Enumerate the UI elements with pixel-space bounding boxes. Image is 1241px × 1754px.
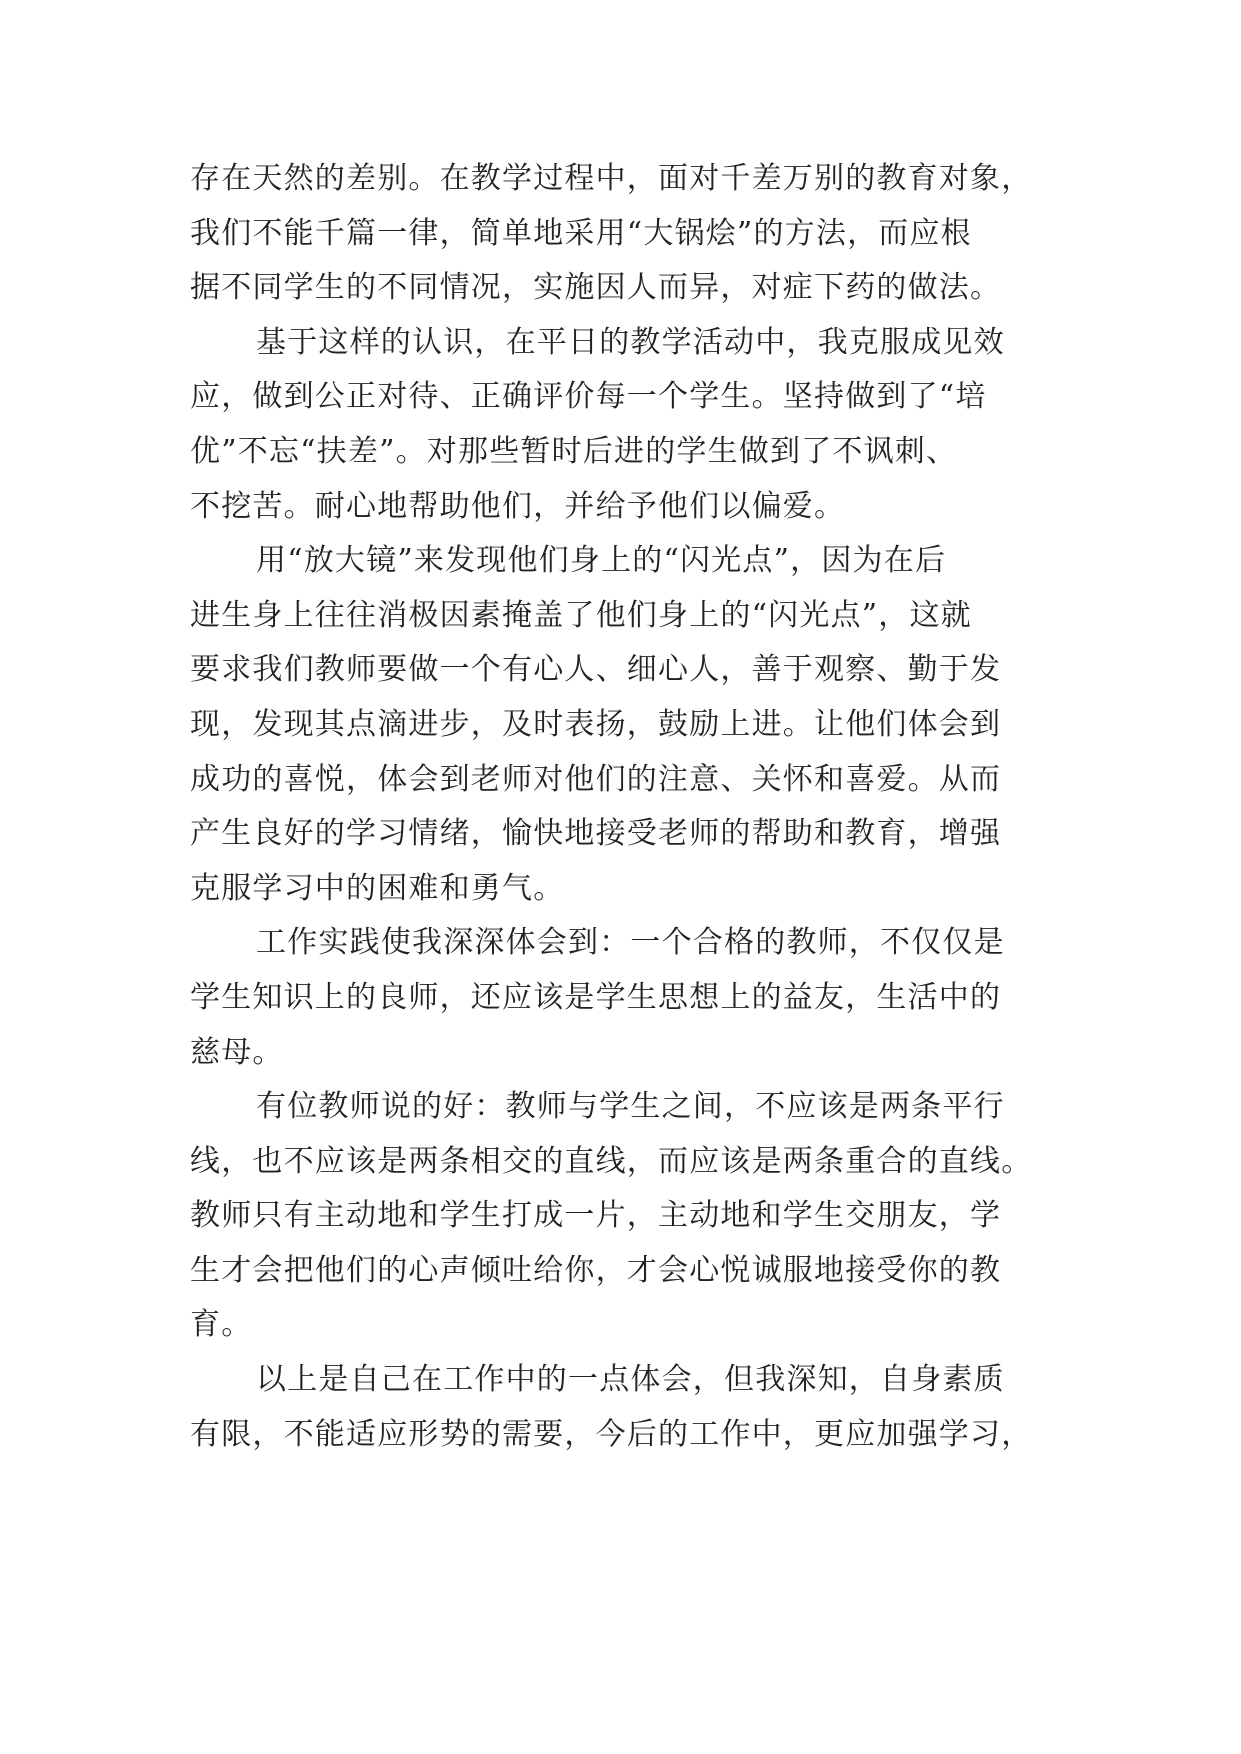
text-line: 用“放大镜”来发现他们身上的“闪光点”，因为在后	[256, 543, 947, 579]
text-line: 据不同学生的不同情况，实施因人而异，对症下药的做法。	[190, 270, 1002, 306]
text-line: 进生身上往往消极因素掩盖了他们身上的“闪光点”，这就	[190, 597, 972, 633]
text-line: 基于这样的认识，在平日的教学活动中，我克服成见效	[256, 324, 1005, 360]
document-body	[190, 152, 1050, 1462]
text-line: 克服学习中的困难和勇气。	[190, 870, 565, 906]
text-line: 要求我们教师要做一个有心人、细心人，善于观察、勤于发	[190, 652, 1002, 688]
paragraph	[190, 1080, 1050, 1353]
paragraph	[190, 316, 1050, 534]
text-line: 产生良好的学习情绪，愉快地接受老师的帮助和教育，增强	[190, 816, 1002, 852]
text-line: 不挖苦。耐心地帮助他们，并给予他们以偏爱。	[190, 488, 846, 524]
text-line: 现，发现其点滴进步，及时表扬，鼓励上进。让他们体会到	[190, 706, 1002, 742]
text-line: 存在天然的差别。在教学过程中，面对千差万别的教育对象，	[190, 161, 1033, 196]
text-line: 线，也不应该是两条相交的直线，而应该是两条重合的直线。	[190, 1143, 1033, 1179]
text-line: 有限，不能适应形势的需要，今后的工作中，更应加强学习，	[190, 1416, 1033, 1452]
text-line: 生才会把他们的心声倾吐给你，才会心悦诚服地接受你的教	[190, 1252, 1002, 1288]
text-line: 我们不能千篇一律，简单地采用“大锅烩”的方法，而应根	[190, 215, 972, 251]
text-line: 有位教师说的好：教师与学生之间，不应该是两条平行	[256, 1089, 1005, 1125]
text-line: 应，做到公正对待、正确评价每一个学生。坚持做到了“培	[190, 379, 987, 415]
text-line: 教师只有主动地和学生打成一片，主动地和学生交朋友，学	[190, 1198, 1002, 1234]
text-line: 工作实践使我深深体会到：一个合格的教师，不仅仅是	[256, 925, 1005, 961]
text-line: 以上是自己在工作中的一点体会，但我深知，自身素质	[256, 1362, 1005, 1398]
text-line: 学生知识上的良师，还应该是学生思想上的益友，生活中的	[190, 979, 1002, 1015]
text-line: 慈母。	[190, 1034, 284, 1070]
text-line: 育。	[190, 1307, 253, 1343]
paragraph	[190, 1353, 1050, 1462]
paragraph	[190, 152, 1050, 316]
paragraph	[190, 916, 1050, 1080]
paragraph	[190, 534, 1050, 916]
text-line: 成功的喜悦，体会到老师对他们的注意、关怀和喜爱。从而	[190, 761, 1002, 797]
text-line: 优”不忘“扶差”。对那些暂时后进的学生做到了不讽刺、	[190, 433, 958, 469]
